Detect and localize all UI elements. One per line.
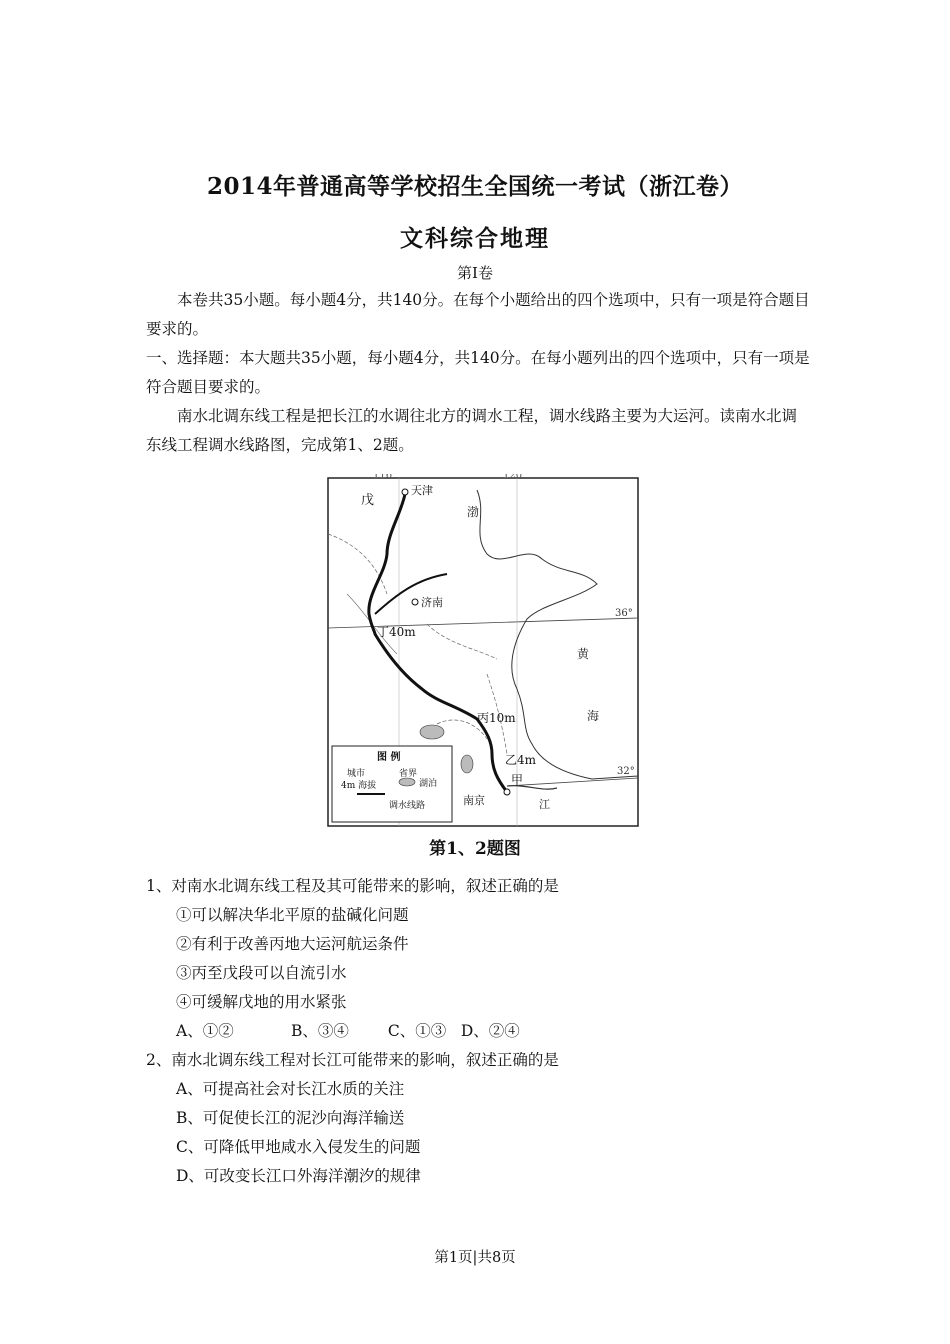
q1-option-a[interactable]: A、①② [176, 1022, 234, 1040]
q1-statement-2: ②有利于改善丙地大运河航运条件 [176, 935, 409, 953]
sea-label-huang: 黄 [577, 647, 590, 661]
question-2-stem: 2、南水北调东线工程对长江可能带来的影响，叙述正确的是 [146, 1051, 559, 1069]
intro-paragraph-3: 南水北调东线工程是把长江的水调往北方的调水工程，调水线路主要为大运河。读南水北调东线工程调水线路图，完成第1、2题。 [146, 407, 798, 454]
q2-option-d[interactable]: D、可改变长江口外海洋潮汐的规律 [176, 1167, 421, 1185]
legend-title: 图 例 [377, 752, 401, 763]
legend-item-route: 调水线路 [389, 801, 426, 811]
lat-label-36: 36° [615, 608, 633, 619]
map-figure [327, 474, 639, 828]
q1-option-d[interactable]: D、②④ [460, 1022, 520, 1040]
lake-1 [420, 725, 444, 739]
page-footer: 第1页|共8页 [434, 1250, 516, 1266]
intro-paragraph-1: 本卷共35小题。每小题4分，共140分。在每个小题给出的四个选项中，只有一项是符合题目要求的。 [146, 291, 810, 338]
place-jinan: 济南 [421, 596, 443, 609]
intro-paragraph-2: 一、选择题：本大题共35小题，每小题4分，共140分。在每小题列出的四个选项中，只有一项是符合题目要求的。 [146, 349, 810, 396]
sea-label-bo: 渤 [467, 505, 480, 519]
place-yi: 乙4m [505, 753, 537, 767]
legend-item-elevation: 4m 海拔 [341, 781, 377, 791]
lon-label-120: 120° [503, 474, 528, 481]
q1-statement-4: ④可缓解戊地的用水紧张 [176, 993, 347, 1011]
lake-2 [461, 755, 473, 773]
lon-label-116: 116° [373, 474, 398, 481]
city-nanjing [504, 789, 510, 795]
legend-item-border: 省界 [399, 769, 418, 779]
question-1-stem: 1、对南水北调东线工程及其可能带来的影响，叙述正确的是 [146, 877, 559, 895]
place-jia: 甲 [511, 773, 524, 787]
legend-lake-sample [399, 778, 415, 786]
place-bing: 丙10m [477, 711, 516, 725]
river-label-jiang: 江 [539, 798, 550, 811]
q1-statement-3: ③丙至戊段可以自流引水 [176, 964, 347, 982]
place-ding: 丁40m [377, 625, 416, 639]
q2-option-a[interactable]: A、可提高社会对长江水质的关注 [176, 1080, 405, 1098]
legend-item-city: 城市 [347, 769, 366, 779]
city-tianjin [402, 489, 408, 495]
section-label: 第Ⅰ卷 [457, 264, 493, 282]
place-wu: 戊 [361, 493, 375, 508]
q1-statement-1: ①可以解决华北平原的盐碱化问题 [176, 906, 409, 924]
place-nanjing: 南京 [463, 794, 485, 807]
figure-caption: 第1、2题图 [429, 839, 521, 859]
city-jinan [412, 599, 418, 605]
lat-label-32: 32° [617, 766, 635, 777]
q1-answer-options [176, 1017, 520, 1046]
q2-option-b[interactable]: B、可促使长江的泥沙向海洋输送 [176, 1109, 405, 1127]
sea-label-hai: 海 [587, 709, 600, 723]
map-svg [327, 474, 639, 828]
place-tianjin: 天津 [411, 484, 433, 497]
legend-item-lake: 湖泊 [419, 779, 438, 789]
q1-option-c[interactable]: C、①③ [387, 1022, 447, 1040]
q1-option-b[interactable]: B、③④ [290, 1022, 349, 1040]
exam-title: 2014年普通高等学校招生全国统一考试（浙江卷） [206, 173, 743, 200]
exam-subtitle: 文科综合地理 [400, 225, 550, 252]
q2-option-c[interactable]: C、可降低甲地咸水入侵发生的问题 [176, 1138, 421, 1156]
